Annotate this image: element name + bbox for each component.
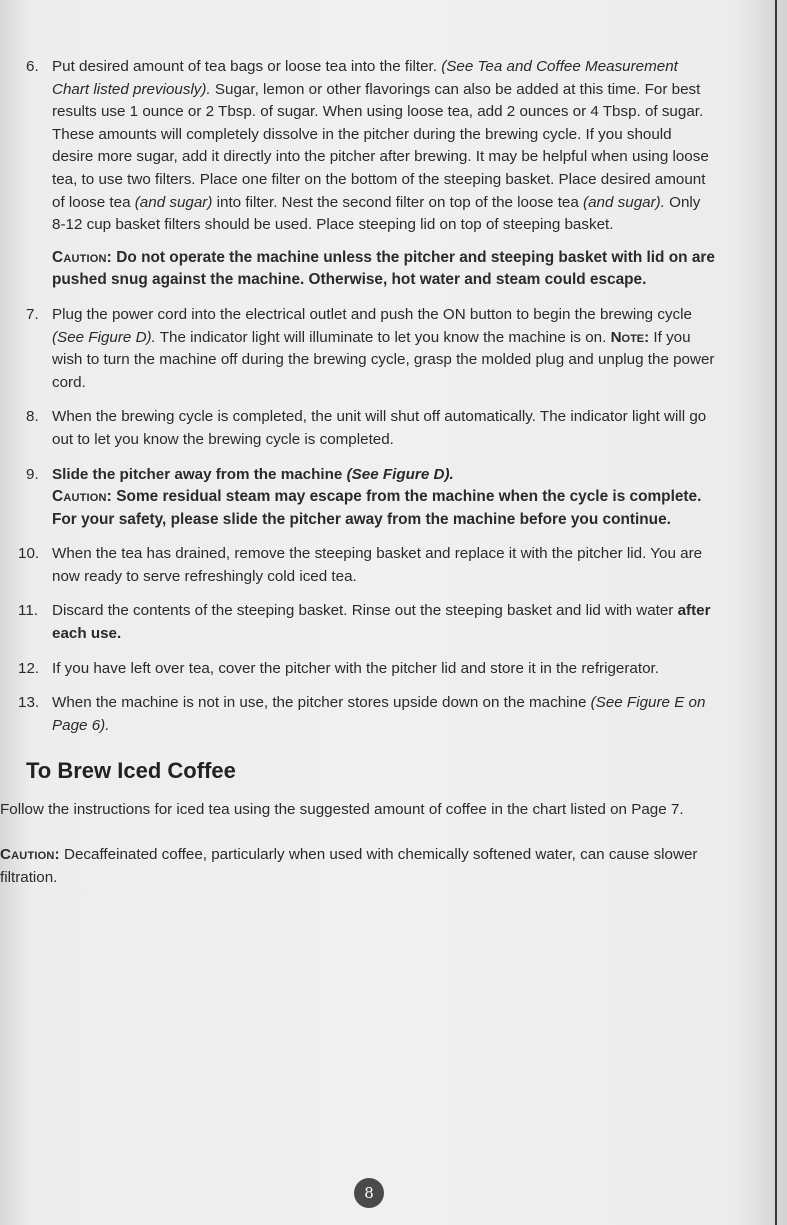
note-label: Note:: [610, 328, 650, 346]
page-number-badge: 8: [354, 1178, 384, 1208]
step-11: 11. Discard the contents of the steeping basket. Rinse out the steeping basket and lid with water after each use.: [18, 602, 711, 643]
step-number: 9.: [26, 465, 39, 483]
step-6-caution: Caution: Do not operate the machine unless the pitcher and steeping basket with lid on are pushed snug against the machine. Otherwise, hot water and steam could escape.: [52, 248, 715, 289]
section-heading-iced-coffee: To Brew Iced Coffee: [26, 758, 236, 784]
step-8: 8. When the brewing cycle is completed, the unit will shut off automatically. The indicator light will go out to let you know the brewing cycle is completed.: [26, 408, 707, 448]
page-edge: [775, 0, 777, 1225]
step-number: 8.: [26, 408, 39, 426]
caution-label: Caution:: [52, 488, 113, 506]
step-7: 7. Plug the power cord into the electrical outlet and push the ON button to begin the brewing cycle (See Figure D). The indicator light will illuminate to let you know the machine is on. Note: If you wish to turn the machine off during the brewing cycle, grasp the molded plug and unplug the power cord.: [26, 305, 715, 391]
step-number: 6.: [26, 58, 39, 75]
step-6: 6. Put desired amount of tea bags or loose tea into the filter. (See Tea and Coffee Measurement Chart listed previously). Sugar, lemon or other flavorings can also be added at this time. For best results use 1 ounce or 2 Tbsp. of sugar. When using loose tea, add 2 ounces or 4 Tbsp. of sugar. These amounts will completely dissolve in the pitcher during the brewing cycle. If you should desire more sugar, add it directly into the pitcher after brewing. It may be helpful when using loose tea, to use two filters. Place one filter on the bottom of the steeping basket. Place desired amount of loose tea (and sugar) into filter. Nest the second filter on top of the loose tea (and sugar). Only 8-12 cup basket filters should be used. Place steeping lid on top of steeping basket.: [26, 58, 709, 234]
step-10: 10. When the tea has drained, remove the steeping basket and replace it with the pitcher lid. You are now ready to serve refreshingly cold iced tea.: [18, 545, 703, 585]
step-13: 13. When the machine is not in use, the pitcher stores upside down on the machine (See Figure E on Page 6).: [18, 694, 706, 734]
step-9-caution: Caution: Some residual steam may escape from the machine when the cycle is complete. For your safety, please slide the pitcher away from the machine before you continue.: [52, 488, 702, 528]
step-number: 10.: [18, 545, 40, 563]
step-number: 13.: [18, 694, 40, 712]
step-12: 12. If you have left over tea, cover the pitcher with the pitcher lid and store it in the refrigerator.: [26, 658, 716, 681]
iced-coffee-caution: Caution: Decaffeinated coffee, particularly when used with chemically softened water, can cause slower filtration.: [0, 846, 698, 886]
iced-coffee-instructions: Follow the instructions for iced tea using the suggested amount of coffee in the chart listed on Page 7.: [0, 801, 684, 819]
step-number: 11.: [18, 602, 38, 620]
instructions-content: [0, 56, 716, 889]
step-number: 12.: [18, 659, 40, 677]
step-number: 7.: [26, 305, 39, 323]
caution-label: Caution:: [0, 846, 60, 864]
caution-label: Caution:: [52, 248, 113, 266]
step-9: 9. Slide the pitcher away from the machine (See Figure D).: [26, 464, 716, 487]
